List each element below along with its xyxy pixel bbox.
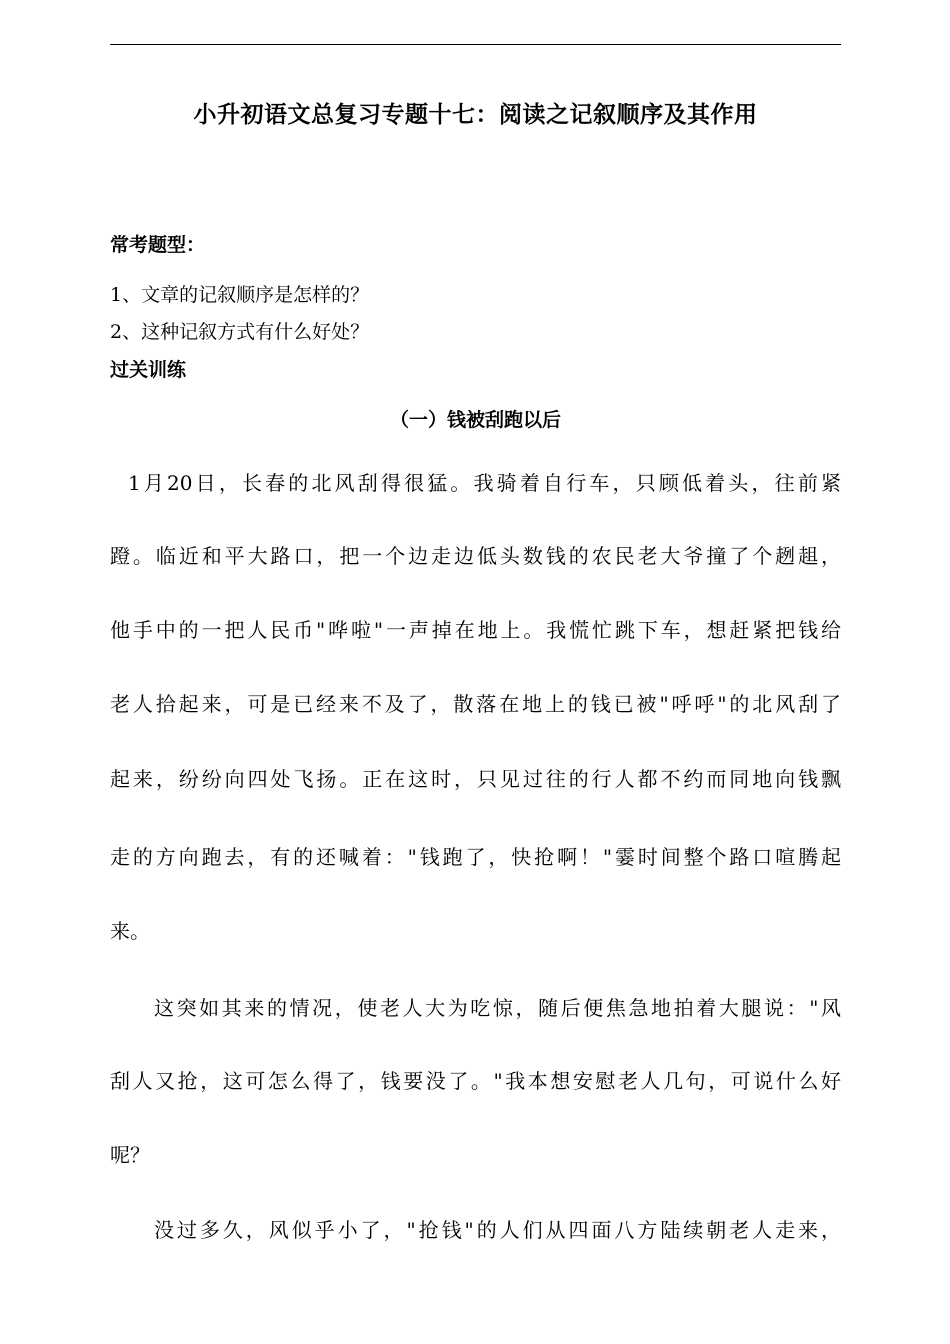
question-item-1: 1、文章的记叙顺序是怎样的？	[110, 284, 370, 306]
passage-line: 没过多久，风似乎小了，"抢钱"的人们从四面八方陆续朝老人走来，	[154, 1218, 841, 1242]
passage-line: 起来，纷纷向四处飞扬。正在这时，只见过往的行人都不约而同地向钱飘	[110, 767, 841, 791]
passage-line: 刮人又抢，这可怎么得了，钱要没了。"我本想安慰老人几句，可说什么好	[110, 1069, 841, 1093]
passage-line: 蹬。临近和平大路口，把一个边走边低头数钱的农民老大爷撞了个趔趄，	[110, 544, 841, 568]
question-item-2: 2、这种记叙方式有什么好处？	[110, 321, 370, 343]
question-types-heading: 常考题型：	[110, 234, 206, 256]
passage-line: 来。	[110, 919, 150, 943]
passage-line: 老人拾起来，可是已经来不及了，散落在地上的钱已被"呼呼"的北风刮了	[110, 692, 841, 716]
passage-title: （一）钱被刮跑以后	[389, 409, 561, 431]
passage-line: 这突如其来的情况，使老人大为吃惊，随后便焦急地拍着大腿说："风	[154, 996, 841, 1020]
passage-line: 走的方向跑去，有的还喊着："钱跑了，快抢啊！"霎时间整个路口喧腾起	[110, 845, 841, 869]
practice-heading: 过关训练	[110, 359, 187, 381]
header-rule	[110, 44, 841, 45]
page-title: 小升初语文总复习专题十七：阅读之记叙顺序及其作用	[193, 102, 758, 128]
passage-line: 呢？	[110, 1143, 150, 1167]
passage-line: 1月20日，长春的北风刮得很猛。我骑着自行车，只顾低着头，往前紧	[128, 471, 841, 495]
passage-line: 他手中的一把人民币"哗啦"一声掉在地上。我慌忙跳下车，想赶紧把钱给	[110, 618, 841, 642]
